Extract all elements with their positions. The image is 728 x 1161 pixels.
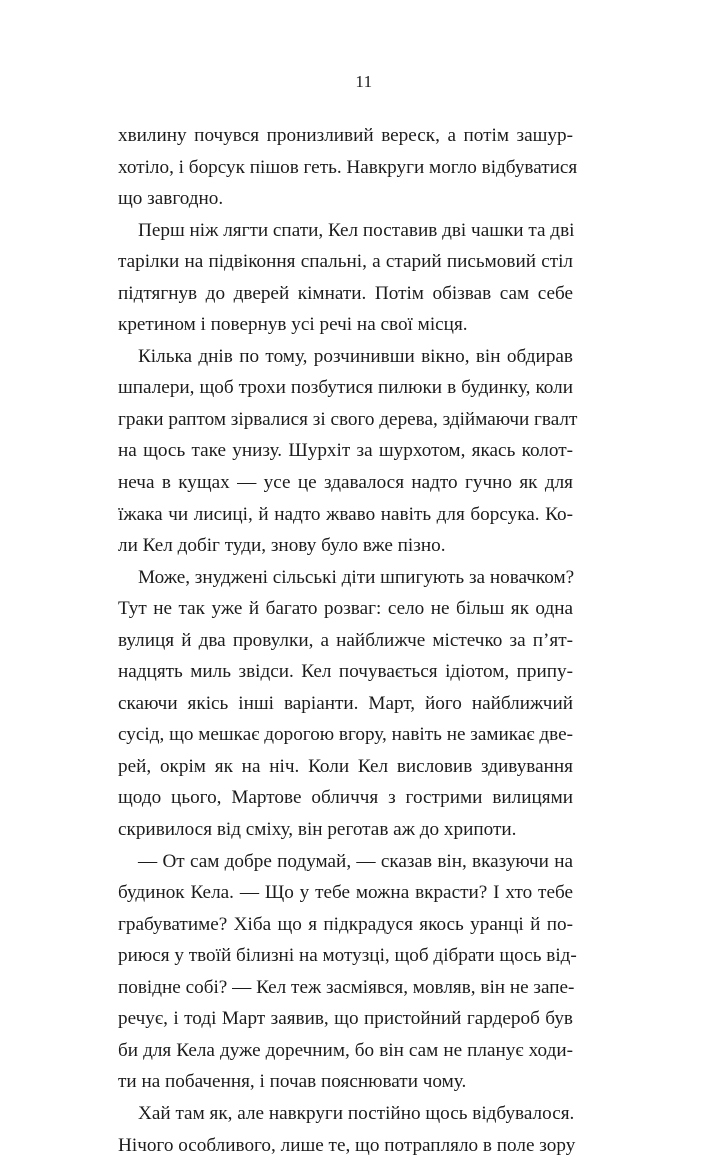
text-line: речує, і тоді Март заявив, що пристойний гардероб був xyxy=(118,1003,573,1035)
text-line: скаючи якісь інші варіанти. Март, його найближчий xyxy=(118,688,573,720)
text-line: неча в кущах — усе це здавалося надто гучно як для xyxy=(118,467,573,499)
text-line: грабуватиме? Хіба що я підкрадуся якось уранці й по- xyxy=(118,909,573,941)
text-line: кретином і повернув усі речі на свої місця. xyxy=(118,309,573,341)
text-line: на щось таке унизу. Шурхіт за шурхотом, якась колот- xyxy=(118,435,573,467)
text-line: граки раптом зірвалися зі свого дерева, здіймаючи гвалт xyxy=(118,404,573,436)
text-line: Може, знуджені сільські діти шпигують за новачком? xyxy=(118,562,573,594)
text-line: Кілька днів по тому, розчинивши вікно, він обдирав xyxy=(118,341,573,373)
text-line: повідне собі? — Кел теж засміявся, мовляв, він не запе- xyxy=(118,972,573,1004)
text-line: хвилину почувся пронизливий вереск, а потім зашур- xyxy=(118,120,573,152)
text-line: риюся у твоїй білизні на мотузці, щоб дібрати щось від- xyxy=(118,940,573,972)
text-line: скривилося від сміху, він реготав аж до хрипоти. xyxy=(118,814,573,846)
text-line: надцять миль звідси. Кел почувається ідіотом, припу- xyxy=(118,656,573,688)
text-line: будинок Кела. — Що у тебе можна вкрасти? І хто тебе xyxy=(118,877,573,909)
text-line: щодо цього, Мартове обличчя з гострими вилицями xyxy=(118,782,573,814)
text-line: Тут не так уже й багато розваг: село не більш як одна xyxy=(118,593,573,625)
text-line: би для Кела дуже доречним, бо він сам не планує ходи- xyxy=(118,1035,573,1067)
text-line: Нічого особливого, лише те, що потрапляло в поле зору xyxy=(118,1130,573,1161)
text-line: Хай там як, але навкруги постійно щось відбувалося. xyxy=(118,1098,573,1130)
text-line: ли Кел добіг туди, знову було вже пізно. xyxy=(118,530,573,562)
text-line: — От сам добре подумай, — сказав він, вказуючи на xyxy=(118,846,573,878)
text-line: що завгодно. xyxy=(118,183,573,215)
text-line: підтягнув до дверей кімнати. Потім обізвав сам себе xyxy=(118,278,573,310)
page-number: 11 xyxy=(0,72,728,92)
text-line: тарілки на підвіконня спальні, а старий письмовий стіл xyxy=(118,246,573,278)
text-line: сусід, що мешкає дорогою вгору, навіть не замикає две- xyxy=(118,719,573,751)
text-line: Перш ніж лягти спати, Кел поставив дві чашки та дві xyxy=(118,215,573,247)
text-line: їжака чи лисиці, й надто жваво навіть для борсука. Ко- xyxy=(118,499,573,531)
text-line: ти на побачення, і почав пояснювати чому. xyxy=(118,1066,573,1098)
text-line: вулиця й два провулки, а найближче містечко за п’ят- xyxy=(118,625,573,657)
text-line: хотіло, і борсук пішов геть. Навкруги могло відбуватися xyxy=(118,152,573,184)
body-text xyxy=(118,120,573,1161)
text-line: шпалери, щоб трохи позбутися пилюки в будинку, коли xyxy=(118,372,573,404)
text-line: рей, окрім як на ніч. Коли Кел висловив здивування xyxy=(118,751,573,783)
